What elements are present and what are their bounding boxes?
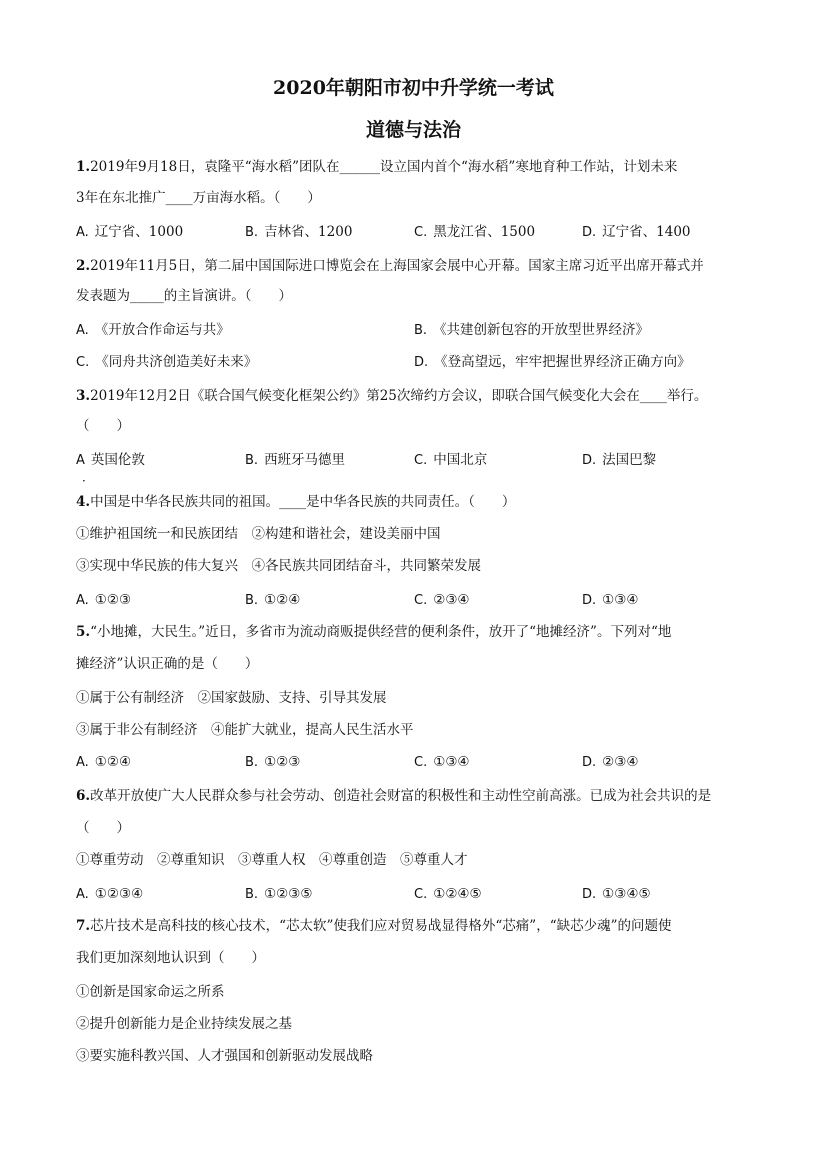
question-5-option-a [76, 752, 131, 773]
option-label: C. [414, 453, 428, 468]
option-text: ①③④ [602, 592, 639, 608]
option-text: 黑龙江省、1500 [433, 224, 536, 240]
question-text: 2019年11月5日，第二届中国国际进口博览会在上海国家会展中心开幕。国家主席习近平出席开幕式并 [90, 258, 704, 274]
option-text: ①②④ [264, 592, 301, 608]
option-label: B. [414, 323, 428, 338]
option-label: A. [76, 755, 89, 770]
question-3-option-d [582, 450, 656, 471]
question-7-line-3: ①创新是国家命运之所系 [76, 984, 225, 1000]
option-text: 《共建创新包容的开放型世界经济》 [433, 322, 650, 338]
option-label: A. [76, 593, 89, 608]
question-4-option-b [245, 590, 300, 611]
question-6-line-2: （ ） [76, 820, 130, 836]
question-text: 2019年9月18日，袁隆平“海水稻”团队在______设立国内首个“海水稻”寒地育种工作站，计划未来 [90, 159, 678, 175]
question-5-line-2: 摊经济”认识正确的是（ ） [76, 656, 259, 672]
question-1-line-2: 3年在东北推广____万亩海水稻。（ ） [76, 190, 321, 206]
option-text: ①②④ [94, 754, 132, 770]
option-label: D. [582, 887, 597, 902]
question-6-line-3: ①尊重劳动 ②尊重知识 ③尊重人权 ④尊重创造 ⑤尊重人才 [76, 852, 468, 868]
option-text: ①③④⑤ [602, 886, 651, 902]
question-3-line-2: （ ） [76, 418, 130, 434]
question-4-option-c [414, 590, 470, 611]
question-7-line-5: ③要实施科教兴国、人才强国和创新驱动发展战略 [76, 1048, 373, 1064]
option-label: A. [76, 323, 89, 338]
question-text: “小地摊，大民生。”近日，多省市为流动商贩提供经营的便利条件，放开了“地摊经济”。下列对“地 [90, 624, 672, 640]
option-label: B. [245, 225, 259, 240]
question-2-option-c [76, 352, 257, 373]
question-number: 7. [76, 918, 91, 934]
option-label: D. [582, 593, 597, 608]
question-1-option-c [414, 222, 535, 243]
question-4-line-1 [76, 492, 515, 512]
question-3-option-b [245, 450, 345, 471]
question-2-line-1 [76, 256, 704, 276]
question-5-option-b [245, 752, 300, 773]
question-1-option-d [582, 222, 691, 243]
question-4-line-2: ①维护祖国统一和民族团结 ②构建和谐社会，建设美丽中国 [76, 526, 441, 542]
option-label: A. [76, 887, 89, 902]
question-text: 中国是中华各民族共同的祖国。____是中华各民族的共同责任。（ ） [90, 494, 516, 510]
option-label: A. [76, 225, 89, 240]
option-label: B. [245, 593, 259, 608]
option-text: ②③④ [433, 592, 470, 608]
question-6-option-d [582, 884, 651, 905]
option-text: 《登高望远，牢牢把握世界经济正确方向》 [434, 354, 691, 370]
question-3-option-a [76, 450, 145, 471]
question-5-line-4: ③属于非公有制经济 ④能扩大就业，提高人民生活水平 [76, 722, 414, 738]
question-5-option-c [414, 752, 470, 773]
option-label: C. [414, 887, 428, 902]
option-text: ①②③④ [94, 886, 144, 902]
question-5-line-3: ①属于公有制经济 ②国家鼓励、支持、引导其发展 [76, 690, 387, 706]
option-text: ①②④⑤ [433, 886, 482, 902]
option-label: D. [582, 755, 597, 770]
question-number: 6. [76, 788, 91, 804]
option-text: ①③④ [433, 754, 470, 770]
option-text: ①②③ [94, 592, 132, 608]
question-4-option-d [582, 590, 638, 611]
question-6-option-c [414, 884, 482, 905]
question-3-line-1 [76, 386, 707, 406]
option-label: B. [245, 453, 259, 468]
question-6-line-1 [76, 786, 711, 806]
option-text: 英国伦敦 [90, 452, 145, 468]
option-text: ②③④ [602, 754, 639, 770]
question-2-option-b [414, 320, 649, 341]
option-label: D. [582, 225, 597, 240]
option-text: ①②③ [264, 754, 301, 770]
exam-subject: 道德与法治 [365, 119, 461, 141]
question-text: 改革开放使广大人民群众参与社会劳动、创造社会财富的积极性和主动性空前高涨。已成为社会共识的是 [90, 788, 712, 804]
option-label: C. [414, 593, 428, 608]
question-4-option-a [76, 590, 131, 611]
question-5-option-d [582, 752, 638, 773]
question-7-line-4: ②提升创新能力是企业持续发展之基 [76, 1016, 292, 1032]
question-2-line-2: 发表题为_____的主旨演讲。（ ） [76, 288, 292, 304]
option-label: B. [245, 755, 259, 770]
question-number: 4. [76, 494, 91, 510]
option-text: 辽宁省、1000 [94, 224, 184, 240]
option-label: C. [414, 225, 428, 240]
question-2-option-d [414, 352, 691, 373]
option-text: 中国北京 [433, 452, 488, 468]
question-number: 5. [76, 624, 91, 640]
question-1-line-1 [76, 157, 677, 177]
option-label: C. [414, 755, 428, 770]
option-label: B. [245, 887, 259, 902]
option-text: 《同舟共济创造美好未来》 [95, 354, 258, 370]
exam-title: 2020年朝阳市初中升学统一考试 [273, 77, 554, 99]
question-7-line-1 [76, 916, 672, 936]
question-text: 2019年12月2日《联合国气候变化框架公约》第25次缔约方会议，即联合国气候变化大会在____举行。 [90, 388, 708, 404]
question-6-option-b [245, 884, 312, 905]
option-label: A [76, 453, 85, 468]
option-label: D. [582, 453, 597, 468]
option-text: 法国巴黎 [602, 452, 657, 468]
option-label: C. [76, 355, 90, 370]
question-7-line-2: 我们更加深刻地认识到（ ） [76, 950, 265, 966]
option-text: 吉林省、1200 [264, 224, 353, 240]
question-number: 1. [76, 159, 91, 175]
option-label: D. [414, 355, 429, 370]
question-number: 3. [76, 388, 91, 404]
question-6-option-a [76, 884, 143, 905]
option-text: ①②③⑤ [264, 886, 313, 902]
option-text: 西班牙马德里 [264, 452, 346, 468]
option-text: 《开放合作命运与共》 [94, 322, 230, 338]
question-2-option-a [76, 320, 230, 341]
stray-dot-mark: · [82, 474, 86, 488]
question-text: 芯片技术是高科技的核心技术，“芯太软”使我们应对贸易战显得格外“芯痛”，“缺芯少魂”的问题使 [90, 918, 672, 934]
question-1-option-a [76, 222, 183, 243]
option-text: 辽宁省、1400 [602, 224, 691, 240]
question-number: 2. [76, 258, 91, 274]
question-4-line-3: ③实现中华民族的伟大复兴 ④各民族共同团结奋斗，共同繁荣发展 [76, 558, 481, 574]
question-3-option-c [414, 450, 487, 471]
question-1-option-b [245, 222, 352, 243]
question-5-line-1 [76, 622, 671, 642]
